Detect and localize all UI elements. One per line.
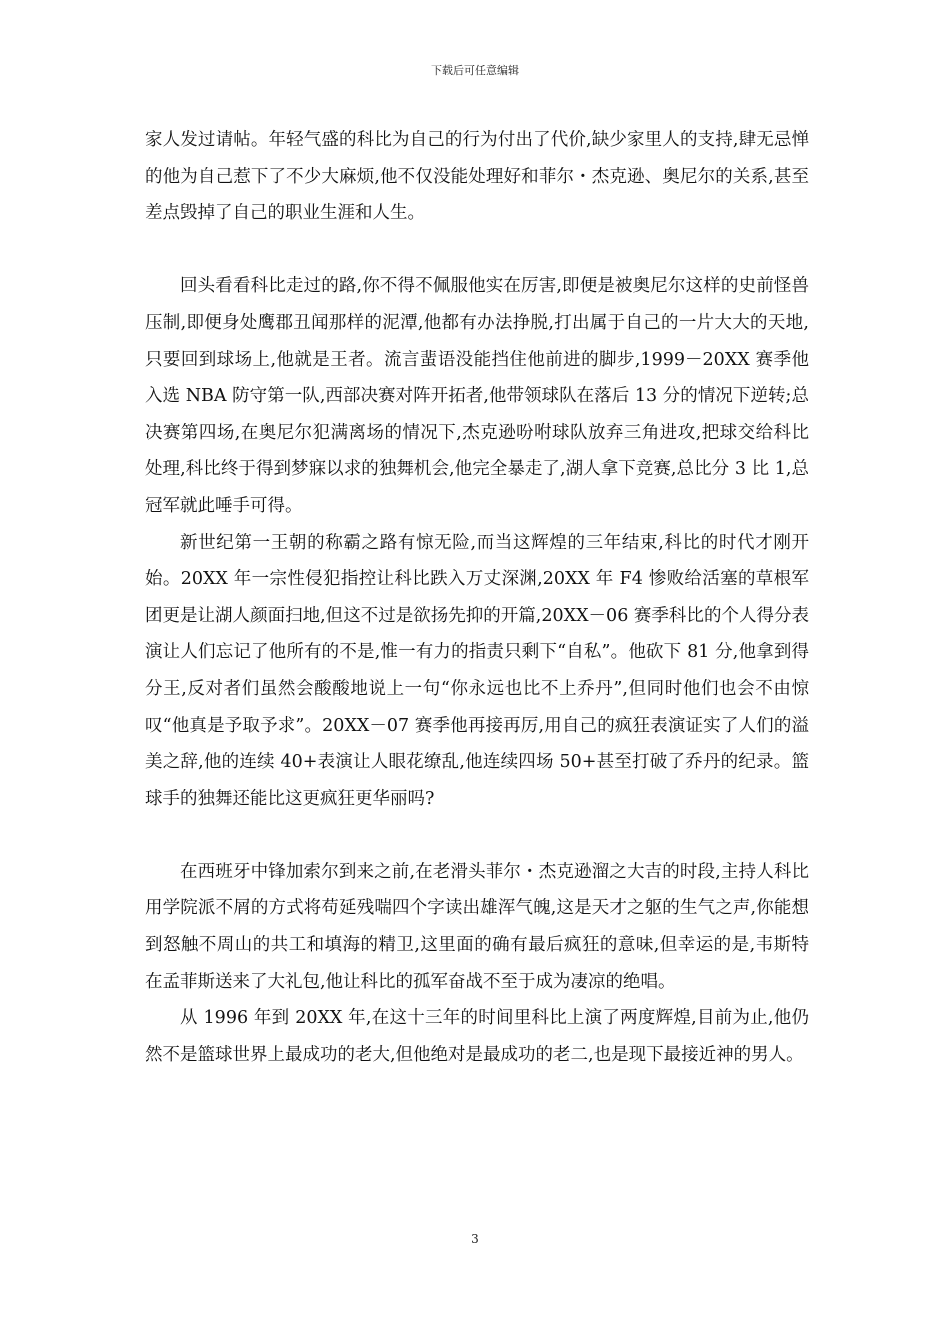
paragraph-new-century: 新世纪第一王朝的称霸之路有惊无险,而当这辉煌的三年结束,科比的时代才刚开始。20XX 年一宗性侵犯指控让科比跌入万丈深渊,20XX 年 F4 惨败给活塞的草根军团更是让湖人颜面扫地,但这不过是欲扬先抑的开篇,20XX－06 赛季科比的个人得分表演让人们忘记了他所有的不是,惟一有力的指责只剩下“自私”。他砍下 81 分,他拿到得分王,反对者们虽然会酸酸地说上一句“你永远也比不上乔丹”,但同时他们也会不由惊叹“他真是予取予求”。20XX－07 赛季他再接再厉,用自己的疯狂表演证实了人们的溢美之辞,他的连续 40+表演让人眼花缭乱,他连续四场 50+甚至打破了乔丹的纪录。篮球手的独舞还能比这更疯狂更华丽吗? xyxy=(145,532,809,809)
document-body xyxy=(145,122,809,1073)
page-number: 3 xyxy=(471,1232,479,1246)
paragraph-spacer xyxy=(145,232,809,269)
page-header: 下载后可任意编辑 xyxy=(431,64,519,77)
paragraph-conclusion: 从 1996 年到 20XX 年,在这十三年的时间里科比上演了两度辉煌,目前为止,他仍然不是篮球世界上最成功的老大,但他绝对是最成功的老二,也是现下最接近神的男人。 xyxy=(145,1008,809,1065)
paragraph-kobe-path: 回头看看科比走过的路,你不得不佩服他实在厉害,即便是被奥尼尔这样的史前怪兽压制,即便身处鹰郡丑闻那样的泥潭,他都有办法挣脱,打出属于自己的一片大大的天地,只要回到球场上,他就是王者。流言蜚语没能挡住他前进的脚步,1999－20XX 赛季他入选 NBA 防守第一队,西部决赛对阵开拓者,他带领球队在落后 13 分的情况下逆转;总决赛第四场,在奥尼尔犯满离场的情况下,杰克逊吩咐球队放弃三角进攻,把球交给科比处理,科比终于得到梦寐以求的独舞机会,他完全暴走了,湖人拿下竞赛,总比分 3 比 1,总冠军就此唾手可得。 xyxy=(145,276,809,516)
paragraph-continuation: 家人发过请帖。年轻气盛的科比为自己的行为付出了代价,缺少家里人的支持,肆无忌惮的他为自己惹下了不少大麻烦,他不仅没能处理好和菲尔・杰克逊、奥尼尔的关系,甚至差点毁掉了自己的职业生涯和人生。 xyxy=(145,130,809,224)
paragraph-spacer xyxy=(145,817,809,854)
paragraph-gasol: 在西班牙中锋加索尔到来之前,在老滑头菲尔・杰克逊溜之大吉的时段,主持人科比用学院派不屑的方式将苟延残喘四个字读出雄浑气魄,这是天才之躯的生气之声,你能想到怒触不周山的共工和填海的精卫,这里面的确有最后疯狂的意味,但幸运的是,韦斯特在孟菲斯送来了大礼包,他让科比的孤军奋战不至于成为凄凉的绝唱。 xyxy=(145,861,809,992)
